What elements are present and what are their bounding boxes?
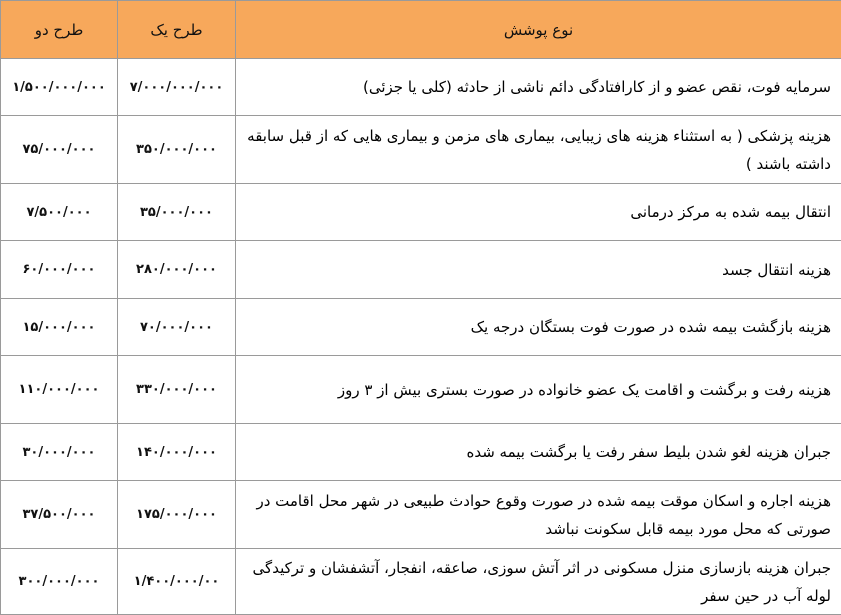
plan-one-cell: ۷/۰۰۰/۰۰۰/۰۰۰: [118, 59, 236, 116]
plan-one-cell: ۳۳۰/۰۰۰/۰۰۰: [118, 356, 236, 424]
plan-two-cell: ۶۰/۰۰۰/۰۰۰: [1, 241, 118, 299]
header-plan-two: طرح دو: [1, 1, 118, 59]
plan-two-cell: ۱/۵۰۰/۰۰۰/۰۰۰: [1, 59, 118, 116]
table-header: [1, 1, 841, 59]
coverage-cell: هزینه اجاره و اسکان موقت بیمه شده در صورت وقوع حوادث طبیعی در شهر محل اقامت در صورتی که محل مورد بیمه قابل سکونت نباشد: [236, 481, 841, 549]
coverage-cell: هزینه پزشکی ( به استثناء هزینه های زیبایی، بیماری های مزمن و بیماری هایی که از قبل سابقه داشته باشند ): [236, 116, 841, 184]
plan-two-cell: ۱۱۰/۰۰۰/۰۰۰: [1, 356, 118, 424]
table-row: [1, 184, 841, 241]
table-row: [1, 481, 841, 549]
coverage-cell: جبران هزینه لغو شدن بلیط سفر رفت یا برگشت بیمه شده: [236, 424, 841, 481]
coverage-cell: هزینه بازگشت بیمه شده در صورت فوت بستگان درجه یک: [236, 299, 841, 356]
coverage-cell: سرمایه فوت، نقص عضو و از کارافتادگی دائم ناشی از حادثه (کلی یا جزئی): [236, 59, 841, 116]
table-row: [1, 356, 841, 424]
header-coverage: نوع پوشش: [236, 1, 841, 59]
coverage-cell: جبران هزینه بازسازی منزل مسکونی در اثر آتش سوزی، صاعقه، انفجار، آتشفشان و ترکیدگی لوله آب در حین سفر: [236, 549, 841, 615]
table-row: [1, 424, 841, 481]
plan-two-cell: ۳۰۰/۰۰۰/۰۰۰: [1, 549, 118, 615]
table-row: [1, 241, 841, 299]
header-row: [1, 1, 841, 59]
plan-one-cell: ۱۷۵/۰۰۰/۰۰۰: [118, 481, 236, 549]
table-row: [1, 59, 841, 116]
plan-two-cell: ۷۵/۰۰۰/۰۰۰: [1, 116, 118, 184]
coverage-cell: هزینه انتقال جسد: [236, 241, 841, 299]
table-body: [1, 59, 841, 615]
plan-one-cell: ۳۵/۰۰۰/۰۰۰: [118, 184, 236, 241]
table-row: [1, 116, 841, 184]
plan-one-cell: ۳۵۰/۰۰۰/۰۰۰: [118, 116, 236, 184]
plan-one-cell: ۱/۴۰۰/۰۰۰/۰۰: [118, 549, 236, 615]
table-row: [1, 299, 841, 356]
plan-two-cell: ۷/۵۰۰/۰۰۰: [1, 184, 118, 241]
plan-one-cell: ۷۰/۰۰۰/۰۰۰: [118, 299, 236, 356]
table-row: [1, 549, 841, 615]
plan-two-cell: ۳۷/۵۰۰/۰۰۰: [1, 481, 118, 549]
plan-one-cell: ۲۸۰/۰۰۰/۰۰۰: [118, 241, 236, 299]
plan-one-cell: ۱۴۰/۰۰۰/۰۰۰: [118, 424, 236, 481]
coverage-cell: انتقال بیمه شده به مرکز درمانی: [236, 184, 841, 241]
plan-two-cell: ۳۰/۰۰۰/۰۰۰: [1, 424, 118, 481]
coverage-cell: هزینه رفت و برگشت و اقامت یک عضو خانواده در صورت بستری بیش از ۳ روز: [236, 356, 841, 424]
plan-two-cell: ۱۵/۰۰۰/۰۰۰: [1, 299, 118, 356]
header-plan-one: طرح یک: [118, 1, 236, 59]
